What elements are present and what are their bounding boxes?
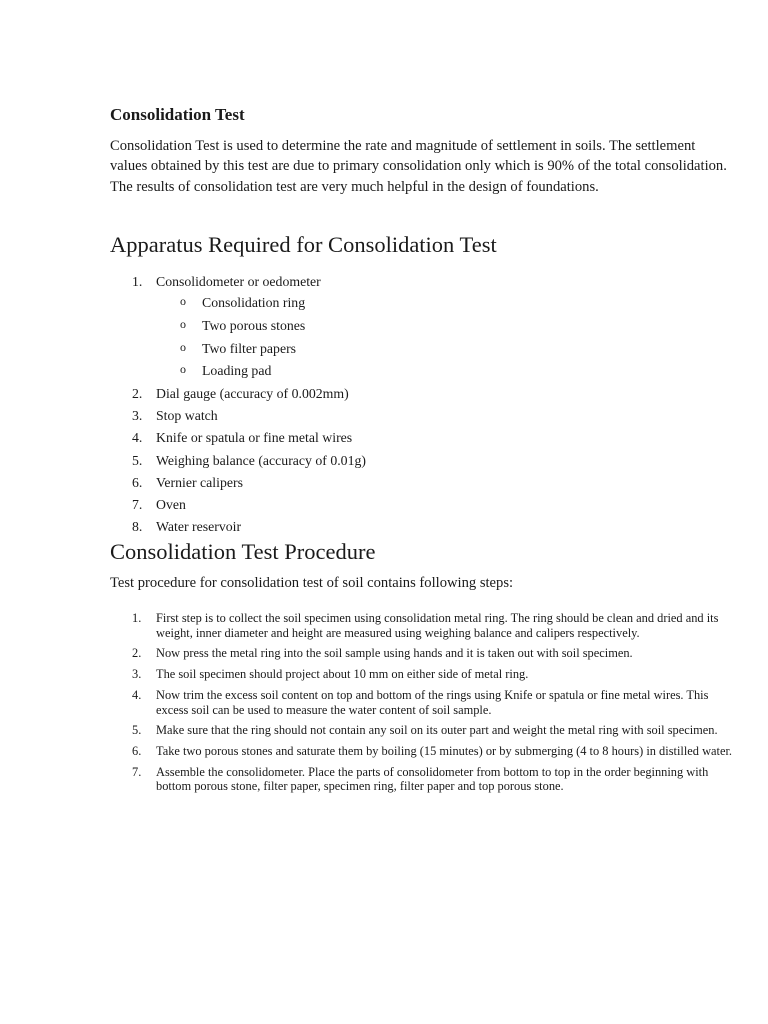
- list-number: 1.: [132, 274, 143, 289]
- list-item-text: Dial gauge (accuracy of 0.002mm): [156, 385, 349, 401]
- list-number: 8.: [132, 519, 143, 535]
- list-item-text: Vernier calipers: [156, 474, 243, 490]
- step-text: First step is to collect the soil specimen using consolidation metal ring. The ring should be clean and dried and its weight, inner diameter and height are measured using weighing balance and calipers respectively.: [156, 611, 719, 640]
- procedure-heading: Consolidation Test Procedure: [110, 539, 376, 564]
- circle-bullet-icon: o: [180, 339, 186, 354]
- sub-list-item: [156, 317, 366, 334]
- step-number: 5.: [132, 723, 142, 738]
- list-number: 5.: [132, 452, 143, 468]
- circle-bullet-icon: o: [180, 294, 186, 308]
- list-item: [110, 496, 366, 513]
- list-item-text: Consolidometer or oedometer: [156, 274, 321, 289]
- sub-list-item: [156, 294, 366, 311]
- step-text: Take two porous stones and saturate them by boiling (15 minutes) or by submerging (4 to 8 hours) in distilled water.: [156, 744, 733, 759]
- procedure-step: [110, 723, 735, 738]
- sub-list-item-text: Consolidation ring: [202, 295, 306, 310]
- list-item-text: Water reservoir: [156, 519, 242, 535]
- list-item-text: Oven: [156, 497, 186, 513]
- apparatus-heading: Apparatus Required for Consolidation Test: [110, 232, 497, 257]
- list-number: 2.: [132, 385, 143, 401]
- list-item: [110, 518, 366, 535]
- sub-list-item: [156, 340, 366, 357]
- list-number: 3.: [132, 407, 143, 423]
- circle-bullet-icon: o: [180, 362, 186, 377]
- sub-list-item-text: Two porous stones: [202, 317, 306, 333]
- step-text: Now trim the excess soil content on top and bottom of the rings using Knife or spatula or fine metal wires. This excess soil can be used to measure the water content of soil sample.: [156, 687, 709, 717]
- list-number: 4.: [132, 430, 143, 446]
- step-number: 4.: [132, 687, 142, 702]
- procedure-step: [110, 667, 735, 682]
- step-number: 6.: [132, 744, 142, 759]
- step-number: 7.: [132, 764, 142, 779]
- list-number: 6.: [132, 474, 143, 490]
- procedure-intro: Test procedure for consolidation test of soil contains following steps:: [110, 575, 514, 591]
- sub-list-item-text: Two filter papers: [202, 340, 297, 356]
- step-number: 2.: [132, 646, 142, 661]
- step-text: Assemble the consolidometer. Place the parts of consolidometer from bottom to top in the order beginning with bottom porous stone, filter paper, specimen ring, filter paper and top porous stone.: [156, 764, 709, 794]
- list-item: [110, 407, 366, 424]
- list-item-text: Stop watch: [156, 407, 218, 423]
- procedure-step: [110, 765, 735, 794]
- list-item: [110, 474, 366, 491]
- list-item-text: Knife or spatula or fine metal wires: [156, 430, 353, 446]
- step-text: The soil specimen should project about 10 mm on either side of metal ring.: [156, 667, 529, 682]
- intro-paragraph: Consolidation Test is used to determine the rate and magnitude of settlement in soils. The settlement values obtained by this test are due to primary consolidation only which is 90% of the total consolidation. The results of consolidation test are very much helpful in the design of foundations.: [110, 138, 727, 195]
- procedure-step: [110, 744, 735, 759]
- procedure-step: [110, 611, 735, 640]
- procedure-step: [110, 646, 735, 661]
- circle-bullet-icon: o: [180, 316, 186, 331]
- sub-list-item-text: Loading pad: [202, 363, 272, 379]
- sub-list-item: [156, 362, 366, 379]
- list-item-text: Weighing balance (accuracy of 0.01g): [156, 452, 366, 468]
- step-number: 3.: [132, 667, 142, 682]
- apparatus-list: [110, 273, 366, 541]
- list-item: [110, 385, 366, 402]
- list-number: 7.: [132, 497, 143, 513]
- list-item: [110, 273, 366, 379]
- step-text: Now press the metal ring into the soil sample using hands and it is taken out with soil specimen.: [156, 646, 633, 661]
- list-item: [110, 429, 366, 446]
- list-item: [110, 452, 366, 469]
- procedure-step: [110, 688, 735, 717]
- consolidation-test-heading: Consolidation Test: [110, 105, 245, 124]
- step-number: 1.: [132, 611, 142, 625]
- procedure-steps-list: [110, 611, 735, 800]
- apparatus-sub-list: [156, 294, 366, 379]
- step-text: Make sure that the ring should not contain any soil on its outer part and weight the metal ring with soil specimen.: [156, 723, 718, 738]
